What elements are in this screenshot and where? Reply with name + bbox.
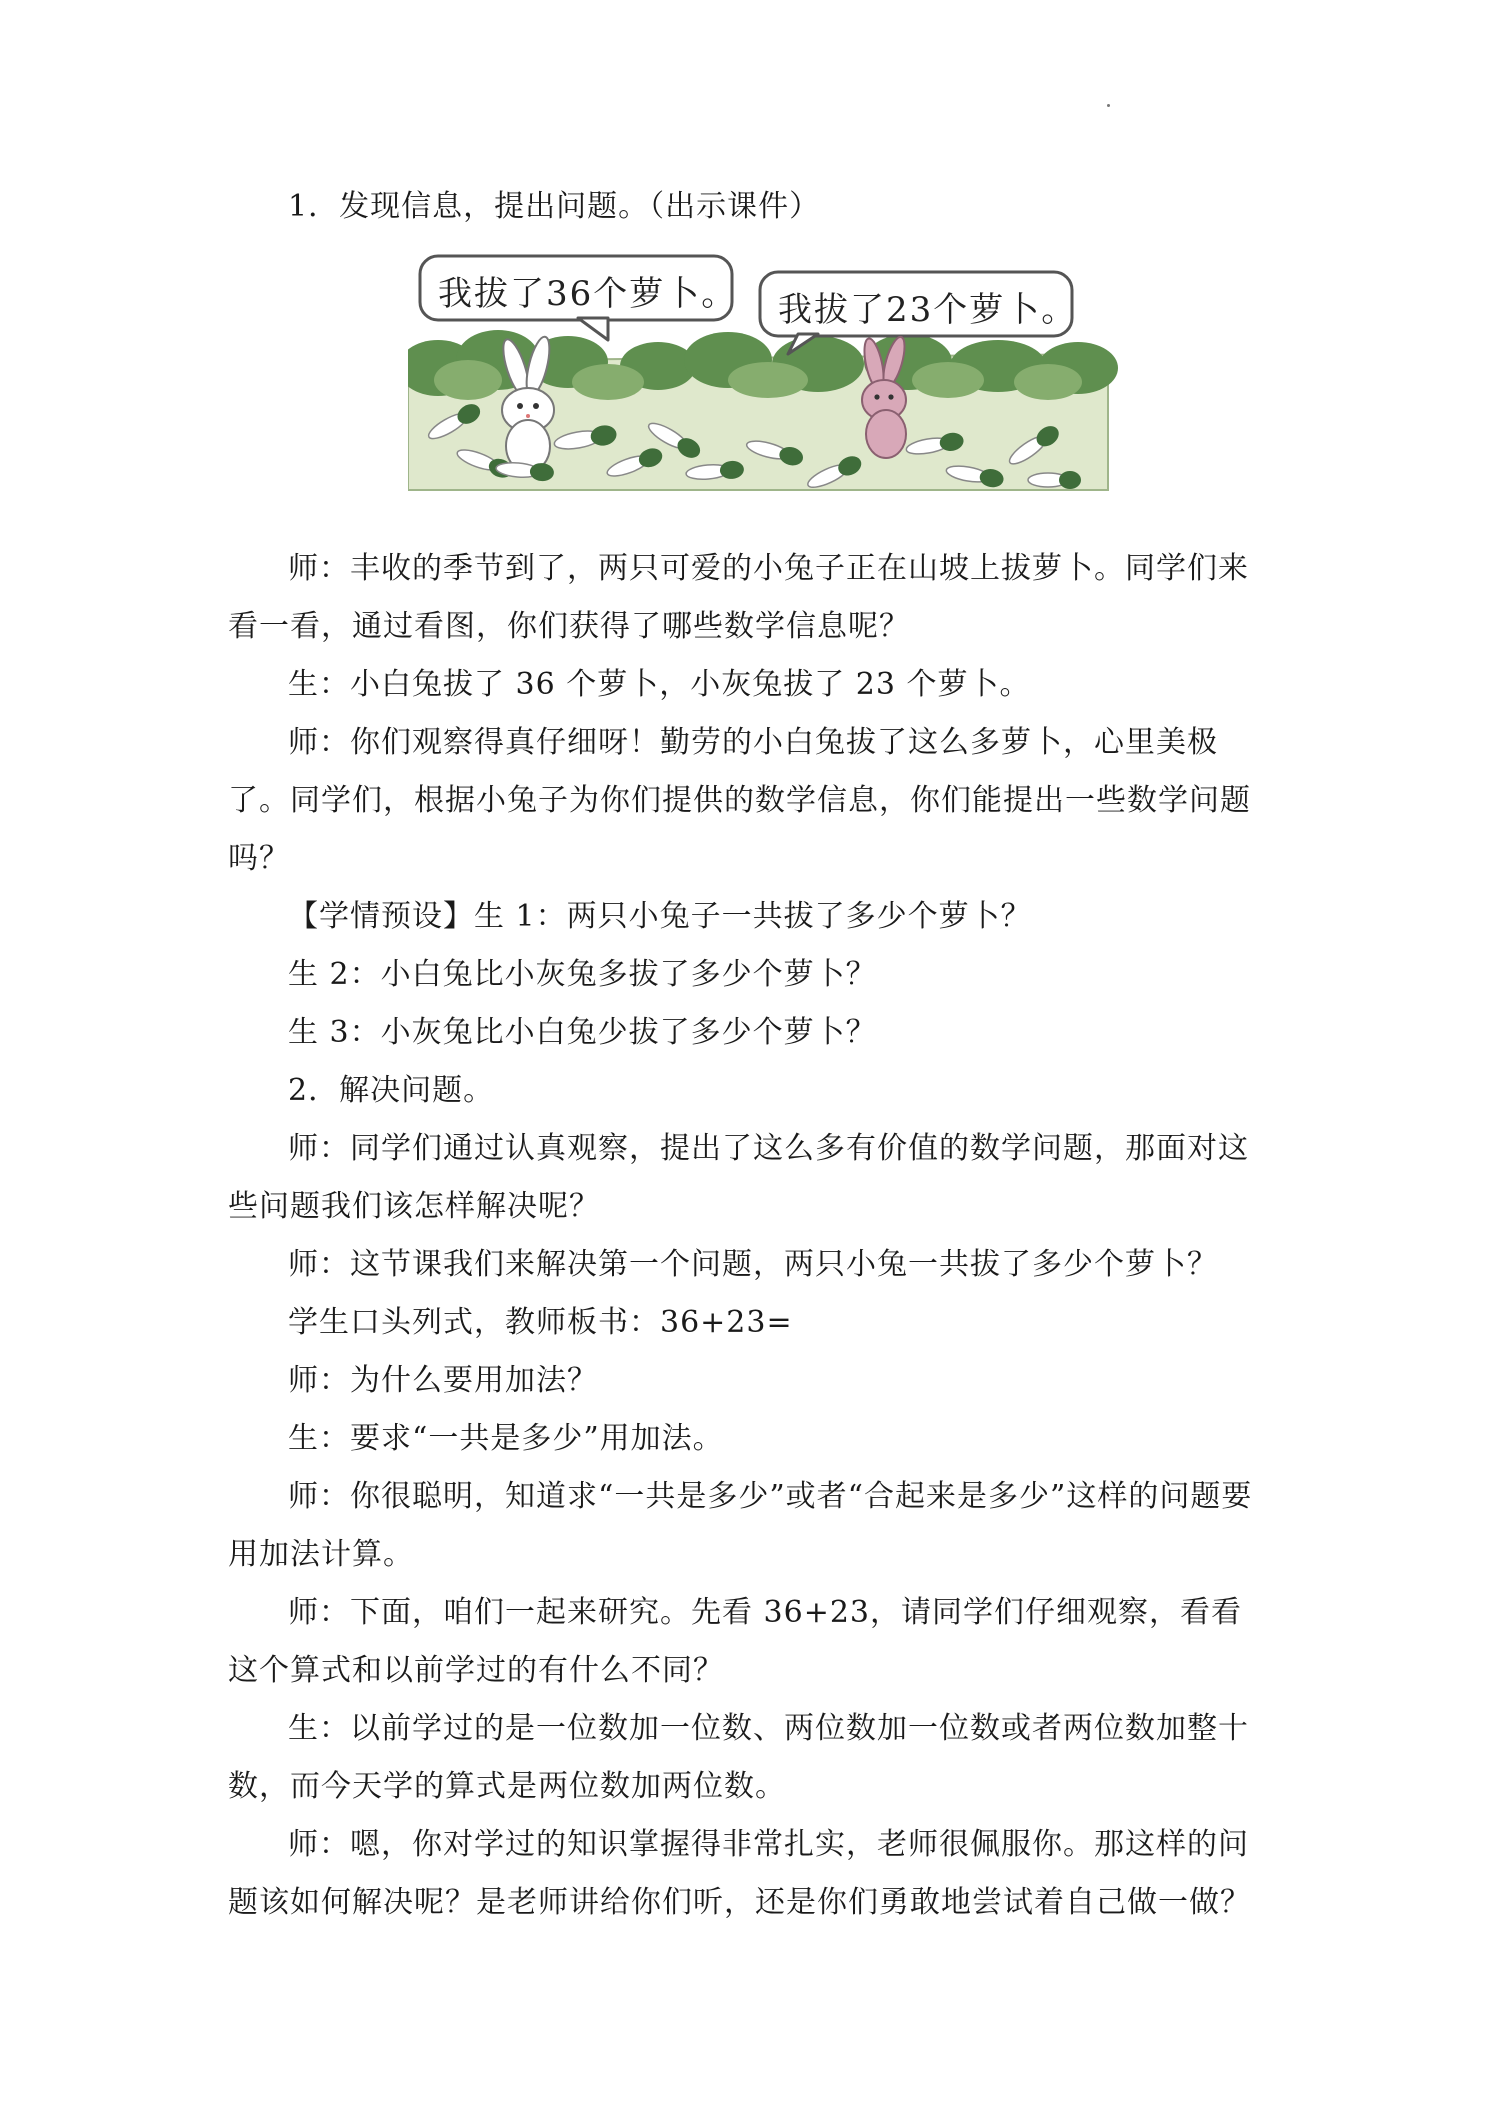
section-heading-2: 2．解决问题。 — [288, 1073, 495, 1108]
paragraph: 师：同学们通过认真观察，提出了这么多有价值的数学问题，那面对这些问题我们该怎样解决呢？ — [228, 1131, 1249, 1224]
paragraph: 师：丰收的季节到了，两只可爱的小兔子正在山坡上拔萝卜。同学们来看一看，通过看图，你们获得了哪些数学信息呢？ — [228, 551, 1249, 644]
paragraph: 师：这节课我们来解决第一个问题，两只小兔一共拔了多少个萝卜？ — [288, 1247, 1218, 1282]
paragraph: 生：要求“一共是多少”用加法。 — [288, 1421, 724, 1456]
paragraph: 师：下面，咱们一起来研究。先看 36+23，请同学们仔细观察，看看这个算式和以前学过的有什么不同？ — [228, 1595, 1243, 1688]
section-heading-1: 1．发现信息，提出问题。（出示课件） — [288, 189, 821, 224]
paragraph: 师：你很聪明，知道求“一共是多少”或者“合起来是多少”这样的问题要用加法计算。 — [228, 1479, 1253, 1572]
paragraph: 生：小白兔拔了 36 个萝卜，小灰兔拔了 23 个萝卜。 — [288, 667, 1031, 702]
paragraph: 【学情预设】生 1：两只小兔子一共拔了多少个萝卜？ — [288, 899, 1032, 934]
page-mark — [1107, 104, 1110, 107]
document-body — [228, 178, 1272, 1932]
paragraph: 生 2：小白兔比小灰兔多拔了多少个萝卜？ — [288, 957, 877, 992]
paragraph: 生 3：小灰兔比小白兔少拔了多少个萝卜？ — [288, 1015, 877, 1050]
right-speech-bubble: 我拔了23个萝卜。 — [778, 290, 1078, 330]
left-speech-bubble: 我拔了36个萝卜。 — [438, 274, 738, 314]
paragraph: 师：你们观察得真仔细呀！勤劳的小白兔拔了这么多萝卜，心里美极了。同学们，根据小兔子为你们提供的数学信息，你们能提出一些数学问题吗？ — [228, 725, 1251, 876]
rabbits-carrots-illustration — [408, 250, 1138, 500]
paragraph: 师：嗯，你对学过的知识掌握得非常扎实，老师很佩服你。那这样的问题该如何解决呢？是老师讲给你们听，还是你们勇敢地尝试着自己做一做？ — [228, 1827, 1251, 1920]
paragraph: 学生口头列式，教师板书：36+23= — [288, 1305, 793, 1340]
paragraph: 生：以前学过的是一位数加一位数、两位数加一位数或者两位数加整十数，而今天学的算式是两位数加两位数。 — [228, 1711, 1249, 1804]
paragraph: 师：为什么要用加法？ — [288, 1363, 598, 1398]
